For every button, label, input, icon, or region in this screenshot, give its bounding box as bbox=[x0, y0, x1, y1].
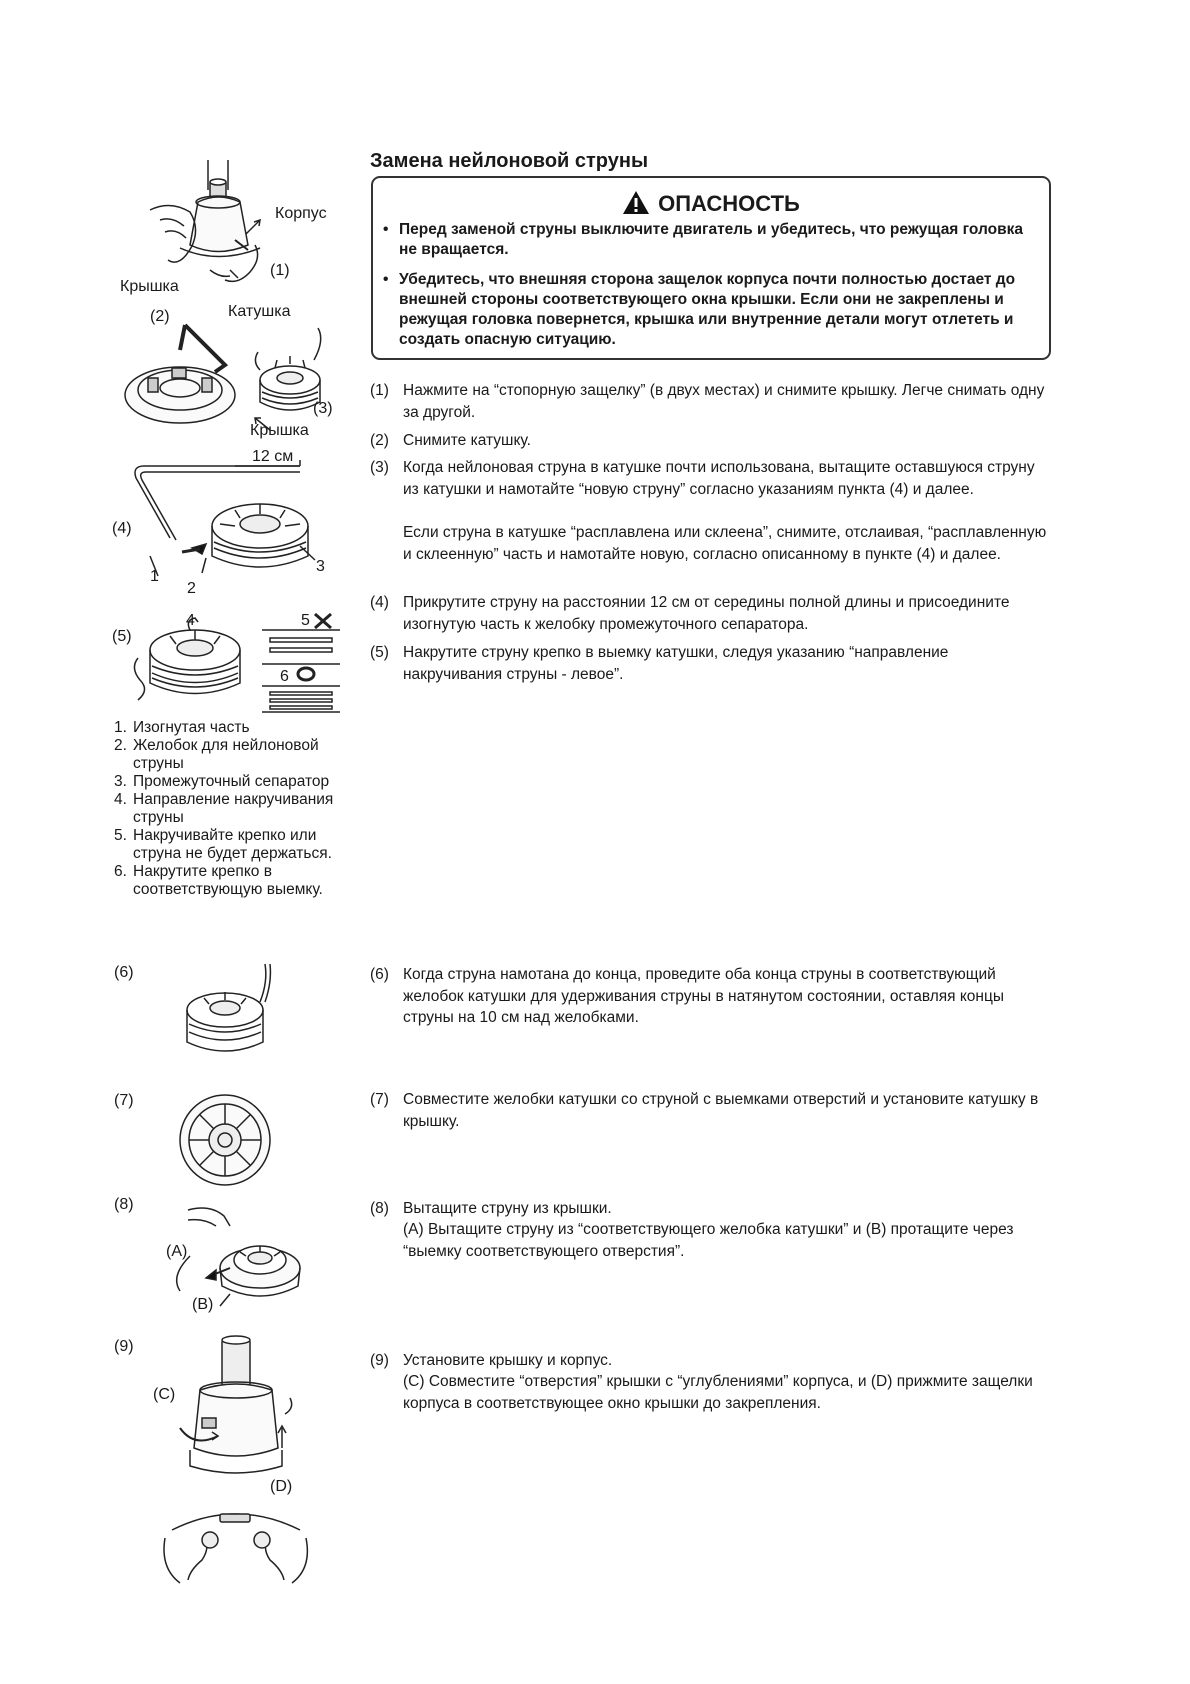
step-3-cont: Если струна в катушке “расплавлена или склеена”, снимите, отслаивая, “расплавленную и склеенную” часть и намотайте новую, согласно описанному в пункте (4) и далее. bbox=[403, 524, 1047, 563]
figure-winding bbox=[110, 608, 350, 718]
danger-item: • Убедитесь, что внешняя сторона защелок корпуса почти полностью достает до внешней стороны соответствующего окна крышки. Если они не закреплены и режущая головка повернется, крышка или внутренние детали могут отлететь и создать опасную ситуацию. bbox=[383, 271, 1016, 348]
label-kryshka: Крышка bbox=[120, 278, 179, 295]
step-4: (4) Прикрутите струну на расстоянии 12 см от середины полной длины и присоедините изогнутую часть к желобку промежуточного сепаратора. bbox=[370, 594, 1010, 633]
label-B: (B) bbox=[192, 1296, 214, 1313]
figure-string-attach bbox=[110, 448, 350, 598]
label-n5: 5 bbox=[301, 612, 310, 629]
label-D: (D) bbox=[270, 1478, 293, 1495]
danger-box bbox=[371, 176, 1051, 360]
section-title: Замена нейлоновой струны bbox=[370, 150, 649, 172]
legend-item: 3. Промежуточный сепаратор bbox=[114, 773, 330, 790]
label-2: (2) bbox=[150, 308, 170, 325]
figure-step-8 bbox=[110, 1196, 350, 1326]
step-1: (1) Нажмите на “стопорную защелку” (в двух местах) и снимите крышку. Легче снимать одну за другой. bbox=[370, 382, 1045, 421]
label-8: (8) bbox=[114, 1196, 134, 1213]
legend-item: 2. Желобок для нейлоновой струны bbox=[114, 737, 319, 772]
step-8: (8) Вытащите струну из крышки. bbox=[370, 1200, 612, 1217]
danger-item: • Перед заменой струны выключите двигатель и убедитесь, что режущая головка не вращается. bbox=[383, 221, 1024, 258]
warning-triangle-icon bbox=[622, 190, 650, 215]
label-6: (6) bbox=[114, 964, 134, 981]
label-1: (1) bbox=[270, 262, 290, 279]
danger-heading bbox=[373, 190, 1049, 217]
label-n6: 6 bbox=[280, 668, 289, 685]
label-n4: 4 bbox=[186, 612, 195, 629]
figure-step-9 bbox=[110, 1338, 350, 1588]
legend-item: 6. Накрутите крепко в соответствующую выемку. bbox=[114, 863, 323, 898]
danger-heading-text: ОПАСНОСТЬ bbox=[658, 191, 800, 216]
step-5: (5) Накрутите струну крепко в выемку катушки, следуя указанию “направление накручивания струны - левое”. bbox=[370, 644, 949, 683]
label-C: (C) bbox=[153, 1386, 176, 1403]
figure-step-7 bbox=[110, 1090, 350, 1190]
step-7: (7) Совместите желобки катушки со струной с выемками отверстий и установите катушку в крышку. bbox=[370, 1091, 1039, 1130]
step-8-cont: (A) Вытащите струну из “соответствующего желобка катушки” и (B) протащите через “выемку соответствующего отверстия”. bbox=[403, 1221, 1014, 1260]
step-2: (2) Снимите катушку. bbox=[370, 432, 531, 449]
label-n3: 3 bbox=[316, 558, 325, 575]
legend-item: 1. Изогнутая часть bbox=[114, 719, 250, 736]
label-4: (4) bbox=[112, 520, 132, 537]
legend-item: 5. Накручивайте крепко или струна не будет держаться. bbox=[114, 827, 332, 862]
label-12cm: 12 см bbox=[252, 448, 294, 465]
figure-step-6 bbox=[110, 962, 350, 1072]
label-n1: 1 bbox=[150, 568, 159, 585]
figure-legend bbox=[114, 719, 344, 899]
label-9: (9) bbox=[114, 1338, 134, 1355]
label-A: (A) bbox=[166, 1243, 188, 1260]
step-6: (6) Когда струна намотана до конца, проведите оба конца струны в соответствующий желобок катушки для удерживания струны в натянутом состоянии, оставляя концы струны на 10 см над желобками. bbox=[370, 966, 1004, 1026]
legend-item: 4. Направление накручивания струны bbox=[114, 791, 334, 826]
label-n2: 2 bbox=[187, 580, 196, 597]
label-7: (7) bbox=[114, 1092, 134, 1109]
label-katushka: Катушка bbox=[228, 303, 291, 320]
step-9-cont: (C) Совместите “отверстия” крышки с “углублениями” корпуса, и (D) прижмите защелки корпуса в соответствующее окно крышки до закрепления. bbox=[403, 1373, 1033, 1412]
label-5: (5) bbox=[112, 628, 132, 645]
step-9: (9) Установите крышку и корпус. bbox=[370, 1352, 613, 1369]
figure-cover-spool bbox=[110, 300, 350, 445]
label-kryshka-2: Крышка bbox=[250, 422, 309, 439]
step-3: (3) Когда нейлоновая струна в катушке почти использована, вытащите оставшуюся струну из катушки и намотайте “новую струну” согласно указаниям пункта (4) и далее. bbox=[370, 459, 1035, 498]
figure-housing-removal bbox=[110, 150, 350, 300]
label-korpus: Корпус bbox=[275, 205, 327, 222]
label-3: (3) bbox=[313, 400, 333, 417]
